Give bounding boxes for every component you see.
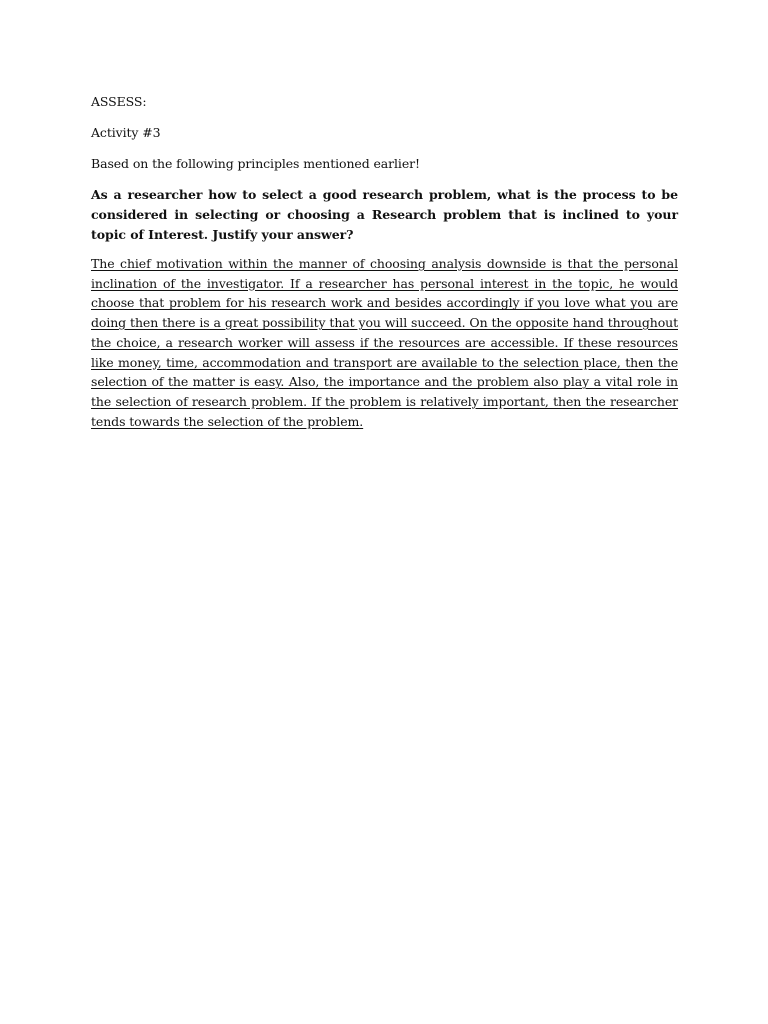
document-content bbox=[91, 93, 678, 431]
intro-text: Based on the following principles mentioned earlier! bbox=[91, 156, 420, 171]
answer-text: The chief motivation within the manner of choosing analysis downside is that the personal inclination of the investigator. If a researcher has personal interest in the topic, he would choose that problem for his research work and besides accordingly if you love what you are doing then there is a great possibility that you will succeed. On the opposite hand throughout the choice, a research worker will assess if the resources are accessible. If these resources like money, time, accommodation and transport are available to the selection place, then the selection of the matter is easy. Also, the importance and the problem also play a vital role in the selection of research problem. If the problem is relatively important, then the researcher tends towards the selection of the problem. bbox=[91, 256, 678, 429]
question-text: As a researcher how to select a good research problem, what is the process to be considered in selecting or choosing a Research problem that is inclined to your topic of Interest. Justify your answer? bbox=[91, 187, 678, 242]
section-heading: ASSESS: bbox=[91, 94, 147, 109]
activity-title: Activity #3 bbox=[91, 125, 161, 140]
